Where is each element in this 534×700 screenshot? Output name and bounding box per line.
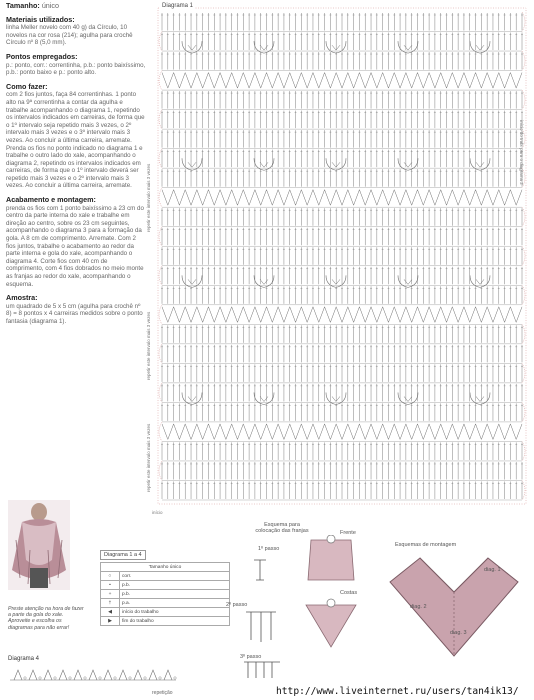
size-value: único (41, 1, 59, 10)
step-3-label: 3º passo (240, 654, 262, 660)
legend-label: corr. (120, 572, 230, 581)
legend-label: p.a. (120, 599, 230, 608)
howto-text: com 2 fios juntos, faça 84 correntinhas. 1 ponto alto na 9ª correntinha a contar da agulha e trabalhe acompanhando o diagrama 1, repetindo os intervalos indicados em carreiras, de forma que o 1º intervalo seja repetido mais 3 vezes, o 2º intervalo mais 3 vezes e o 3º intervalo mais 3 vezes. Ao concluir a última carreira, arremate. Prenda os fios no ponto indicado no diagrama 1 e trabalhe o outro lado do xale, acompanhando o diagrama 2, repetindo os intervalos indicados em carreiras, de forma que o 1º intervalo deverá ser repetido mais 3 vezes e o 2º intervalo mais 3 vezes. Ao concluir a última carreira, arremate. (6, 91, 145, 190)
assembly-title: Esquemas de montagem (395, 542, 457, 548)
fringe-scheme-title: Esquema para colocação das franjas (255, 522, 309, 534)
materials-heading: Materiais utilizados: (6, 14, 75, 24)
label-start: início (152, 510, 163, 515)
finishing-text: prenda os fios com 1 ponto baixíssimo a 23 cm do centro da parte interna do xale e trabalhe em direção ao centro, sobre os 23 cm seguintes, acompanhando o diagrama 3 para a formação da gola. A 8 cm de comprimento. Arremate. Com 2 fios juntos, trabalhe o acabamento ao redor da parte interna e gola do xale, acompanhando o diagrama 4. Corte fios com 40 cm de comprimento, com 4 fios dobrados no meio monte as franjas ao redor do xale, acompanhando o esquema. (6, 204, 144, 288)
diagram-4-label: Diagrama 4 (8, 656, 40, 662)
assembly-scheme (384, 552, 524, 662)
howto-heading: Como fazer: (6, 81, 48, 91)
legend-symbol: ▶ (101, 617, 120, 626)
legend-row (101, 590, 230, 599)
legend-symbol: + (101, 590, 120, 599)
front-label: Frente (340, 530, 356, 536)
instructions-column (6, 2, 146, 326)
finishing-heading: Acabamento e montagem: (6, 195, 96, 205)
legend-row (101, 608, 230, 617)
step-2-label: 2º passo (226, 602, 248, 608)
size-heading: Tamanho: único (6, 1, 59, 10)
diagram-4-strip (8, 666, 178, 686)
legend-table (100, 562, 230, 626)
legend-symbol: ○ (101, 572, 120, 581)
label-interval-3: repetir este intervalo mais 3 vezes (146, 163, 151, 232)
label-interval-2: repetir este intervalo mais 3 vezes (146, 311, 151, 380)
stitches-heading: Pontos empregados: (6, 51, 78, 61)
watermark-url: http://www.liveinternet.ru/users/tan4ik13/ (272, 683, 534, 700)
sample-text: um quadrado de 5 x 5 cm (agulha para crochê nº 8) = 8 pontos x 4 carreiras medidos sobre o ponto fantasia (diagrama 1). (6, 302, 143, 325)
symbol-legend (100, 550, 230, 626)
legend-symbol: ◀ (101, 608, 120, 617)
legend-subheader: Tamanho único (101, 563, 230, 572)
stitches-text: p.: ponto, corr.: correntinha, p.b.: ponto baixíssimo, p.b.: ponto baixo e p.: ponto alto. (6, 61, 146, 77)
step-1-label: 1º passo (258, 546, 280, 552)
label-interval-1: repetir este intervalo mais 3 vezes (146, 423, 151, 492)
diag-3-label: diag. 3 (450, 630, 467, 636)
diagram-1-title: Diagrama 1 (162, 3, 194, 9)
shawl-photo (8, 500, 70, 590)
legend-label: fim do trabalho (120, 617, 230, 626)
repeat-arrow-label: repetição (152, 690, 173, 696)
diag-1-label-a: diag. 1 (484, 567, 501, 573)
label-top-right: início do trab. para o diagrama 2 (519, 120, 524, 185)
diag-2-label: diag. 2 (410, 604, 427, 610)
legend-row (101, 599, 230, 608)
materials-text: linha Meller novelo com 40 g) da Círculo, 10 novelos na cor rosa (214); agulha para crochê Círculo nº 8 (5,0 mm). (6, 24, 133, 47)
legend-row (101, 581, 230, 590)
legend-label: p.b. (120, 581, 230, 590)
legend-label: p.b. (120, 590, 230, 599)
legend-row (101, 572, 230, 581)
back-label: Costas (340, 590, 358, 596)
legend-row (101, 617, 230, 626)
front-back-illustration (296, 535, 366, 655)
crochet-diagram-1 (150, 2, 534, 507)
legend-symbol: † (101, 599, 120, 608)
fringe-steps-illustration (236, 550, 296, 680)
photo-caption: Preste atenção na hora de fazer a parte da gola do xale. Aproveite e escolha os diagramas para não errar! (8, 606, 84, 631)
legend-header: Diagrama 1 a 4 (100, 550, 146, 560)
legend-symbol: • (101, 581, 120, 590)
legend-label: início do trabalho (120, 608, 230, 617)
sample-heading: Amostra: (6, 293, 38, 303)
